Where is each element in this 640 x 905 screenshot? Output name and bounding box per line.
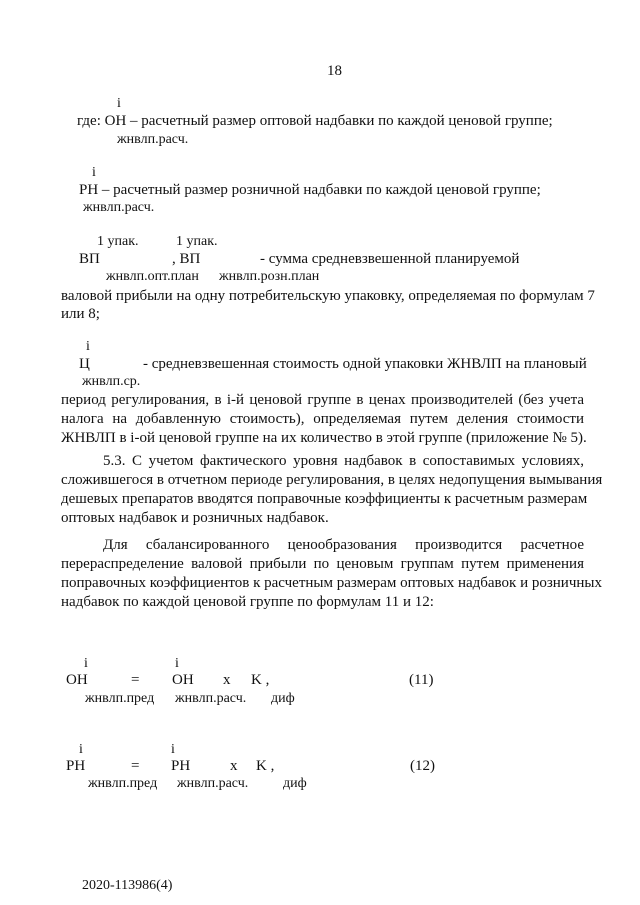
c-superscript: i xyxy=(86,339,90,354)
formula-12-subscript-lhs: жнвлп.пред xyxy=(88,776,158,791)
formula-11-times: x xyxy=(223,672,231,688)
rn-superscript: i xyxy=(92,165,96,180)
oh-subscript: жнвлп.расч. xyxy=(117,132,189,147)
c-symbol: Ц xyxy=(79,356,90,372)
vp-symbol-1: ВП xyxy=(79,251,100,267)
c-definition-line: налога на добавленную стоимость), определяемая путем деления стоимости xyxy=(61,411,584,427)
c-definition-line: период регулирования, в i-й ценовой группе в ценах производителей (без учета xyxy=(61,392,584,408)
formula-12-rhs: РН xyxy=(171,758,191,774)
oh-definition: где: ОН – расчетный размер оптовой надбавки по каждой ценовой группе; xyxy=(77,113,553,129)
vp-subscript-1: жнвлп.опт.план xyxy=(106,269,199,284)
paragraph-5-3-line: 5.3. С учетом фактического уровня надбавок в сопоставимых условиях, xyxy=(103,453,584,469)
formula-11-rhs: ОН xyxy=(172,672,194,688)
vp-symbol-2: , ВП xyxy=(172,251,201,267)
oh-superscript: i xyxy=(117,96,121,111)
vp-definition: - сумма средневзвешенной планируемой xyxy=(260,251,520,267)
footer-document-code: 2020-113986(4) xyxy=(82,878,173,893)
formula-12-superscript-left: i xyxy=(79,742,83,757)
rn-definition: РН – расчетный размер розничной надбавки по каждой ценовой группе; xyxy=(79,182,541,198)
vp-superscript-1: 1 упак. xyxy=(97,234,139,249)
formula-12-number: (12) xyxy=(410,758,435,774)
formula-12-subscript-k: диф xyxy=(283,776,307,791)
paragraph-5-3-line: дешевых препаратов вводятся поправочные коэффициенты к расчетным размерам xyxy=(61,491,588,507)
formula-12-superscript-right: i xyxy=(171,742,175,757)
paragraph-balance-line: перераспределение валовой прибыли по ценовым группам путем применения xyxy=(61,556,584,572)
c-definition-line: ЖНВЛП в i-ой ценовой группе на их количество в этой группе (приложение № 5). xyxy=(61,430,587,446)
formula-12-times: x xyxy=(230,758,238,774)
formula-12-coefficient: K , xyxy=(256,758,275,774)
formula-11-superscript-left: i xyxy=(84,656,88,671)
rn-subscript: жнвлп.расч. xyxy=(83,200,155,215)
vp-subscript-2: жнвлп.розн.план xyxy=(219,269,320,284)
formula-12-lhs: РН xyxy=(66,758,86,774)
page-number: 18 xyxy=(327,63,342,79)
paragraph-balance-line: Для сбалансированного ценообразования производится расчетное xyxy=(103,537,584,553)
formula-11-subscript-k: диф xyxy=(271,691,295,706)
formula-11-lhs: ОН xyxy=(66,672,88,688)
formula-11-subscript-rhs: жнвлп.расч. xyxy=(175,691,247,706)
vp-definition-line-2: валовой прибыли на одну потребительскую упаковку, определяемая по формулам 7 xyxy=(61,288,595,304)
formula-11-coefficient: K , xyxy=(251,672,270,688)
formula-11-subscript-lhs: жнвлп.пред xyxy=(85,691,155,706)
formula-12-subscript-rhs: жнвлп.расч. xyxy=(177,776,249,791)
c-definition: - средневзвешенная стоимость одной упаковки ЖНВЛП на плановый xyxy=(143,356,587,372)
formula-11-equals: = xyxy=(131,672,140,688)
c-subscript: жнвлп.ср. xyxy=(82,374,141,389)
paragraph-balance-line: поправочных коэффициентов к расчетным размерам оптовых надбавок и розничных xyxy=(61,575,602,591)
paragraph-5-3-line: сложившегося в отчетном периоде регулирования, в целях недопущения вымывания xyxy=(61,472,603,488)
formula-11-number: (11) xyxy=(409,672,434,688)
formula-11-superscript-right: i xyxy=(175,656,179,671)
paragraph-5-3-line: оптовых надбавок и розничных надбавок. xyxy=(61,510,329,526)
paragraph-balance-line: надбавок по каждой ценовой группе по формулам 11 и 12: xyxy=(61,594,434,610)
formula-12-equals: = xyxy=(131,758,140,774)
vp-superscript-2: 1 упак. xyxy=(176,234,218,249)
vp-definition-line-3: или 8; xyxy=(61,306,100,322)
